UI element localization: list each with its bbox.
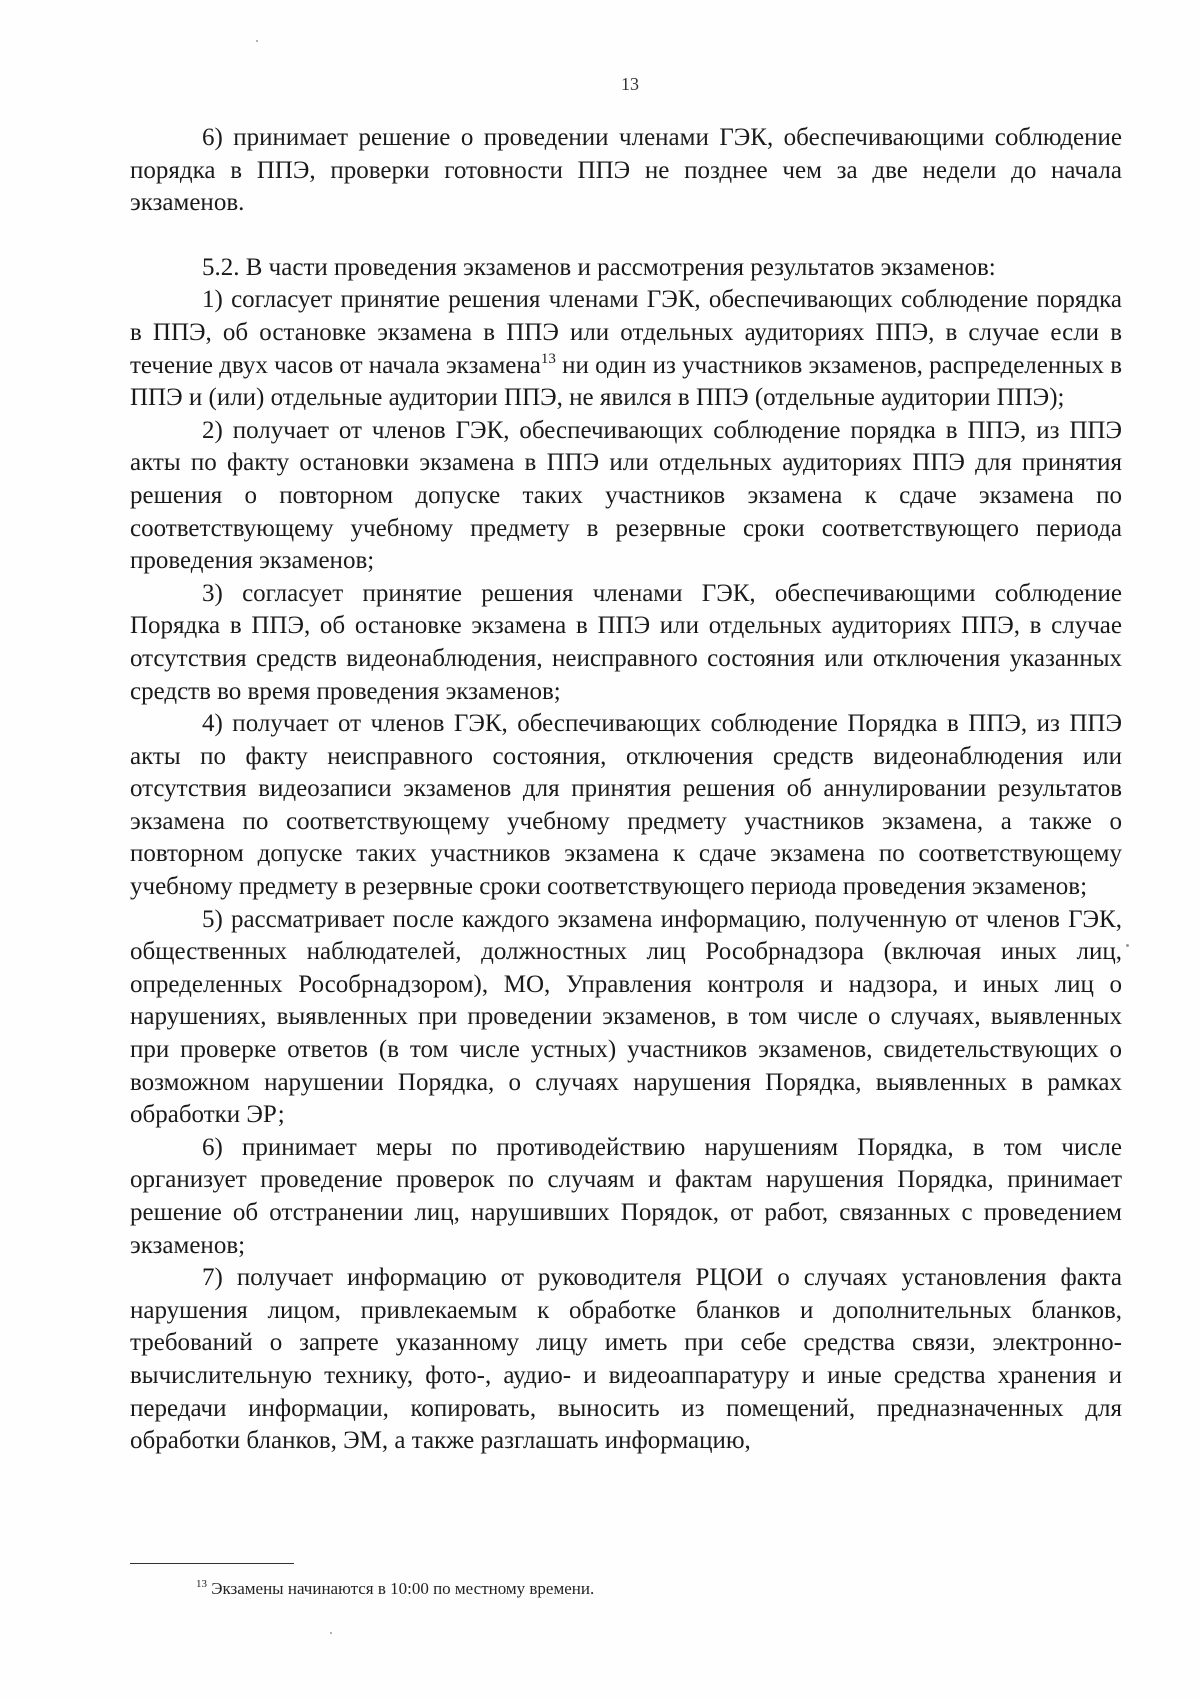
- paragraph-item-5: 5) рассматривает после каждого экзамена информацию, полученную от членов ГЭК, общественных наблюдателей, должностных лиц Рособрнадзора (включая иных лиц, определенных Рособрнадзором), МО, Управления контроля и надзора, и иных лиц о нарушениях, выявленных при проведении экзаменов, в том числе о случаях, выявленных при проверке ответов (в том числе устных) участников экзаменов, свидетельствующих о возможном нарушении Порядка, о случаях нарушения Порядка, выявленных в рамках обработки ЭР;: [130, 905, 1122, 1129]
- paragraph-item-7: 7) получает информацию от руководителя РЦОИ о случаях установления факта нарушения лицом, привлекаемым к обработке бланков и дополнительных бланков, требований о запрете указанному лицу иметь при себе средства связи, электронно-вычислительную технику, фото-, аудио- и видеоаппаратуру и иные средства хранения и передачи информации, копировать, выносить из помещений, предназначенных для обработки бланков, ЭМ, а также разглашать информацию,: [130, 1264, 1122, 1455]
- footnote: [196, 1579, 594, 1599]
- footnote-text: Экзамены начинаются в 10:00 по местному времени.: [207, 1579, 595, 1598]
- section-5-2-heading: 5.2. В части проведения экзаменов и рассмотрения результатов экзаменов:: [202, 253, 996, 281]
- footnote-reference: 13: [540, 350, 556, 367]
- footnote-number: 13: [196, 1578, 207, 1590]
- body-text: [130, 122, 1122, 1458]
- scan-speck: [256, 40, 258, 42]
- page-number: 13: [621, 74, 639, 94]
- item-1-text-cont: ни один из участников экзаменов, распределенных в ППЭ и (или) отдельные аудитории ППЭ, не явился в ППЭ (отдельные аудитории ППЭ);: [130, 351, 1122, 412]
- scan-speck: [1126, 944, 1129, 947]
- scan-speck: [330, 1632, 332, 1634]
- paragraph-item-3: 3) согласует принятие решения членами ГЭК, обеспечивающими соблюдение Порядка в ППЭ, об остановке экзамена в ППЭ или отдельных аудиториях ППЭ, в случае отсутствия средств видеонаблюдения, неисправного состояния или отключения указанных средств во время проведения экзаменов;: [130, 579, 1122, 705]
- paragraph-item-6-prev: 6) принимает решение о проведении членами ГЭК, обеспечивающими соблюдение порядка в ППЭ, проверки готовности ППЭ не позднее чем за две недели до начала экзаменов.: [130, 124, 1122, 217]
- paragraph-item-4: 4) получает от членов ГЭК, обеспечивающих соблюдение Порядка в ППЭ, из ППЭ акты по факту неисправного состояния, отключения средств видеонаблюдения или отсутствия видеозаписи экзаменов для принятия решения об аннулировании результатов экзамена по соответствующему учебному предмету участников экзамена, а также о повторном допуске таких участников экзамена к сдаче экзамена по соответствующему учебному предмету в резервные сроки соответствующего периода проведения экзаменов;: [130, 710, 1122, 901]
- item-1-text: 1) согласует принятие решения членами ГЭК, обеспечивающих соблюдение порядка в ППЭ, об остановке экзамена в ППЭ или отдельных аудиториях ППЭ, в случае если в течение двух часов от начала экзамена: [130, 286, 1122, 379]
- paragraph-item-2: 2) получает от членов ГЭК, обеспечивающих соблюдение порядка в ППЭ, из ППЭ акты по факту остановки экзамена в ППЭ или отдельных аудиториях ППЭ для принятия решения о повторном допуске таких участников экзамена к сдаче экзамена по соответствующему учебному предмету в резервные сроки соответствующего периода проведения экзаменов;: [130, 416, 1122, 575]
- paragraph-item-1: [130, 284, 1122, 414]
- paragraph-item-6: 6) принимает меры по противодействию нарушениям Порядка, в том числе организует проведение проверок по случаям и фактам нарушения Порядка, принимает решение об отстранении лиц, нарушивших Порядок, от работ, связанных с проведением экзаменов;: [130, 1133, 1122, 1259]
- footnote-separator: [130, 1563, 294, 1564]
